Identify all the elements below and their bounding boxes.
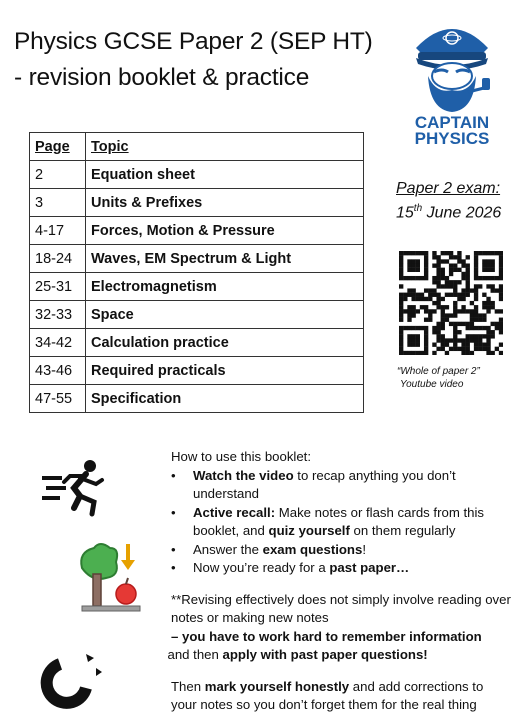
qr-caption-line-2: Youtube video xyxy=(400,379,464,390)
page-cell: 34-42 xyxy=(30,329,86,357)
magnet-icon xyxy=(40,650,104,712)
title-line-2: - revision booklet & practice xyxy=(14,64,310,91)
plain-text: to recap anything you don’t understand xyxy=(193,467,456,501)
captain-physics-logo xyxy=(402,14,502,146)
instructions-list xyxy=(171,467,511,578)
list-item xyxy=(193,559,511,578)
bold-text: Watch the video xyxy=(193,467,294,483)
topic-cell: Equation sheet xyxy=(86,161,364,189)
captain-icon xyxy=(402,14,502,146)
list-item xyxy=(193,541,511,560)
table-row xyxy=(30,301,364,329)
topic-cell: Specification xyxy=(86,385,364,413)
qr-caption-line-1: “Whole of paper 2” xyxy=(397,366,480,377)
topic-cell: Calculation practice xyxy=(86,329,364,357)
table-header-row xyxy=(30,133,364,161)
exam-day: 15 xyxy=(396,204,414,222)
table-row xyxy=(30,189,364,217)
bold-text: mark yourself honestly xyxy=(204,678,350,694)
plain-text: Now you’re ready for a xyxy=(193,560,330,575)
exam-label: Paper 2 exam: xyxy=(396,180,501,197)
logo-text-1: CAPTAIN xyxy=(414,113,490,132)
topic-cell: Forces, Motion & Pressure xyxy=(86,217,364,245)
bold-text: quiz yourself xyxy=(268,523,350,538)
plain-text: ! xyxy=(362,541,366,557)
page-cell: 32-33 xyxy=(30,301,86,329)
plain-text: Then xyxy=(171,678,205,694)
page-column-header: Page xyxy=(30,133,86,161)
topic-cell: Electromagnetism xyxy=(86,273,364,301)
topic-cell: Units & Prefixes xyxy=(86,189,364,217)
running-man-icon xyxy=(40,458,110,518)
page-cell: 2 xyxy=(30,161,86,189)
topic-column-header: Topic xyxy=(86,133,364,161)
contents-table xyxy=(29,132,364,413)
qr-code-icon xyxy=(399,251,503,355)
list-item xyxy=(193,504,511,541)
plain-text: on them regularly xyxy=(349,523,456,538)
table-row xyxy=(30,385,364,413)
plain-text: and add corrections to your notes so you don’t forget them for the real thing xyxy=(171,678,484,712)
page-cell: 18-24 xyxy=(30,245,86,273)
bold-text: – you have to work hard to remember information xyxy=(171,628,482,644)
page-cell: 47-55 xyxy=(30,385,86,413)
bold-text: apply with past paper questions! xyxy=(222,647,428,662)
table-row xyxy=(30,273,364,301)
list-item xyxy=(193,467,511,504)
marking-advice xyxy=(171,678,511,715)
topic-cell: Waves, EM Spectrum & Light xyxy=(86,245,364,273)
table-row xyxy=(30,245,364,273)
title-line-1: Physics GCSE Paper 2 (SEP HT) xyxy=(14,28,373,55)
bold-text: Active recall: xyxy=(193,504,276,520)
table-row xyxy=(30,161,364,189)
instructions-intro: How to use this booklet: xyxy=(171,449,312,464)
tree-apple-icon xyxy=(76,540,144,614)
exam-day-suffix: th xyxy=(413,203,423,214)
page-cell: 43-46 xyxy=(30,357,86,385)
revision-advice xyxy=(167,591,511,665)
page-cell: 4-17 xyxy=(30,217,86,245)
plain-text: and then xyxy=(167,647,223,662)
qr-code[interactable] xyxy=(399,251,503,355)
plain-text: Make notes or flash cards from this booklet, and xyxy=(193,504,484,538)
topic-cell: Required practicals xyxy=(86,357,364,385)
instructions-text xyxy=(167,448,511,715)
exam-month-year: June 2026 xyxy=(422,204,502,222)
table-row xyxy=(30,217,364,245)
plain-text: **Revising effectively does not simply involve reading over notes or making new notes xyxy=(171,591,511,625)
bold-text: exam questions xyxy=(262,541,363,557)
table-row xyxy=(30,357,364,385)
table-row xyxy=(30,329,364,357)
page-cell: 25-31 xyxy=(30,273,86,301)
page-cell: 3 xyxy=(30,189,86,217)
exam-date xyxy=(396,203,501,222)
bold-text: past paper… xyxy=(329,560,410,575)
topic-cell: Space xyxy=(86,301,364,329)
plain-text: Answer the xyxy=(193,541,263,557)
logo-text-2: PHYSICS xyxy=(414,129,490,146)
